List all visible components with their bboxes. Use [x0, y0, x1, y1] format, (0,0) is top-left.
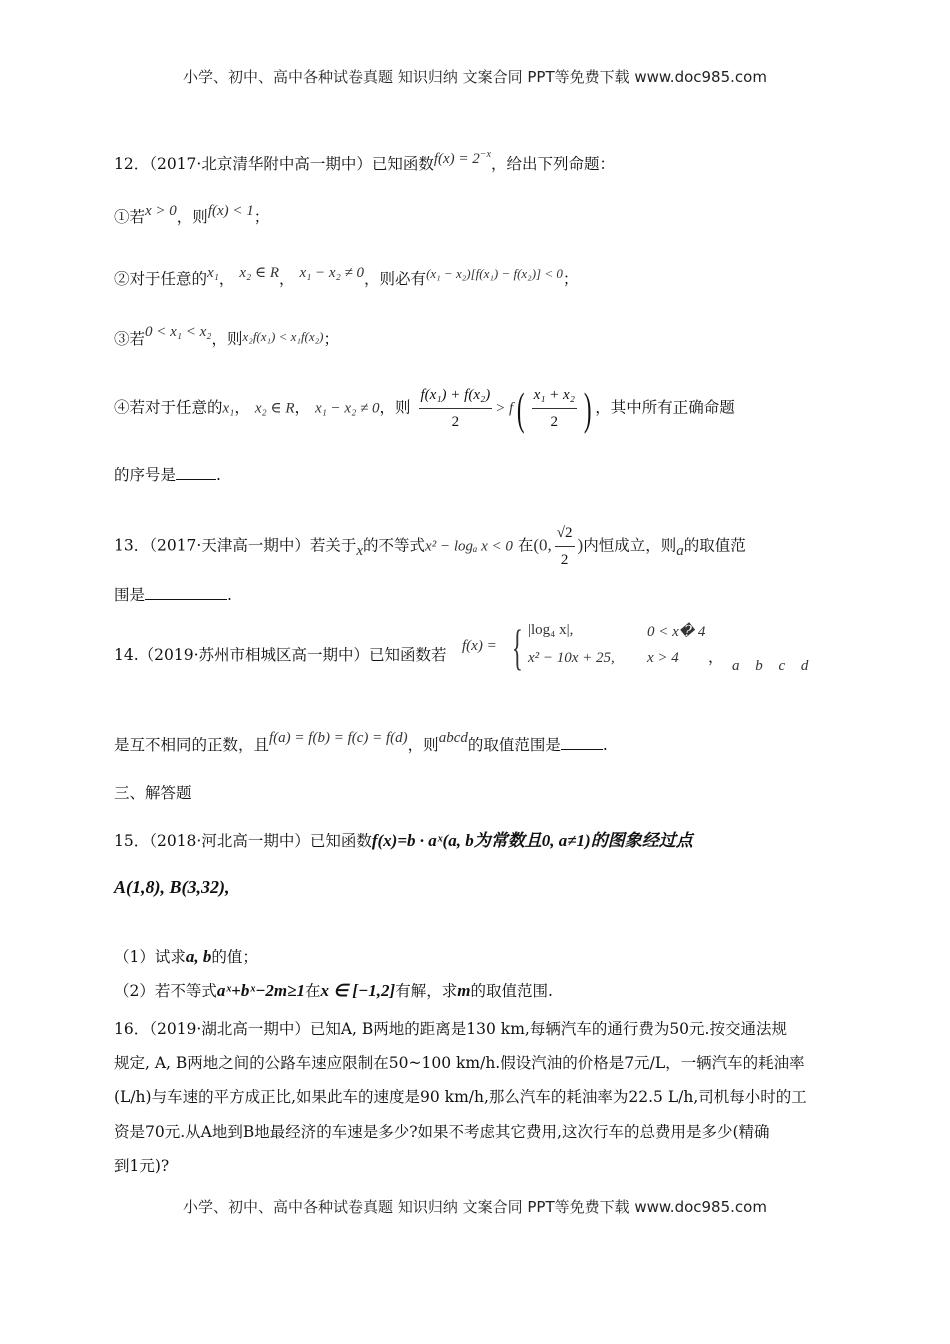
q14-line2: 是互不相同的正数，且f(a) = f(b) = f(c) = f(d)，则abcd的取值范围是 . — [114, 730, 608, 754]
q12-proposition-2: ②对于任意的x₁， x₂ ∈ R， x₁ − x₂ ≠ 0，则必有$^{(x_1 - x_2)[f(x_1) - f(x_2)] < 0}$； — [114, 265, 579, 288]
q16-line2: 规定, A, B两地之间的公路车速应限制在50~100 km/h.假设汽油的价格是7元/L，一辆汽车的耗油率 — [114, 1054, 805, 1072]
q12-ending: 的序号是 . — [114, 466, 221, 484]
q13-stem: 13．（2017·天津高一期中）若关于x的不等式x² − logₐ x < 0 在(0, $\frac{√2}{2}$ )内恒成立，则a的取值范 — [114, 522, 746, 571]
q15-part1: （1）试求a, b的值； — [114, 947, 258, 966]
q12-proposition-3: ③若0 < x₁ < x₂，则x₂f(x₁) < x₁f(x₂)； — [114, 324, 340, 348]
q12-p4-lhs-fraction: $\frac{\text{f(x₁) + f(x₂)}}{2}$ — [420, 387, 491, 430]
q14-piecewise: f(x) = { |log₄ x|, 0 < x� 4 x² − 10x + 25, x > 4 — [462, 619, 706, 675]
q14-answer-blank[interactable] — [561, 735, 603, 750]
q15-stem: 15．（2018·河北高一期中）已知函数f(x)=b · aˣ(a, b为常数且0, a≠1)的图象经过点 — [114, 831, 693, 850]
q15-part2: （2）若不等式aˣ+bˣ−2m≥1在x ∈ [−1,2]有解，求m的取值范围. — [114, 981, 553, 1000]
q12-proposition-4: ④若对于任意的x₁， x₂ ∈ R， x₁ − x₂ ≠ 0，则 $\frac{\text{f(x₁) + f(x₂)}}{2}$ > f( $\frac{\text{x₁ + x₂}}{2}$ ) ，其中所有正确命题 — [114, 382, 735, 434]
q12-p4-rhs-fraction: $\frac{\text{x₁ + x₂}}{2}$ — [533, 387, 575, 430]
q13-sqrt-fraction: $\frac{√2}{2}$ — [556, 525, 573, 568]
q12-stem: 12．（2017·北京清华附中高一期中）已知函数$f(x) = 2^{-x}$，给出下列命题： — [114, 149, 615, 173]
q14-stem: 14.（2019·苏州市相城区高一期中）已知函数若 — [114, 646, 447, 664]
page-footer: 小学、初中、高中各种试卷真题 知识归纳 文案合同 PPT等免费下载 www.doc985.com — [183, 1198, 767, 1216]
q16-line4: 资是70元.从A地到B地最经济的车速是多少?如果不考虑其它费用,这次行车的总费用是多少(精确 — [114, 1123, 770, 1141]
document-page: 小学、初中、高中各种试卷真题 知识归纳 文案合同 PPT等免费下载 www.doc985.com 12．（2017·北京清华附中高一期中）已知函数$f(x) = 2^{-x}$，给出下列命题： ①若x > 0，则f(x) < 1； ②对于任意的x₁， x₂ ∈ R， x₁ − x₂ ≠ 0，则必有$^{(x_1 - x_2)[f(x_1) - f(x_2)] < 0}$； ③若0 < x₁ < x₂，则x₂f(x₁) < x₁f(x₂)； ④若对于任意的x₁， x₂ ∈ R， x₁ − x₂ ≠ 0，则 $\frac{\text{f(x₁) + f(x₂)}}{2}$ > f( $\frac{\text{x₁ + x₂}}{2}$ ) ，其中所有正确命题 的序号是 . 13．（2017·天津高一期中）若关于x的不等式x² − logₐ x < 0 在(0, $\frac{√2}{2}$ )内恒成立，则a的取值范 围是 . 14.（2019·苏州市相城区高一期中）已知函数若 f(x) = { |log₄ x|, 0 < x� 4 x² − 10x + 25, x > 4 ， a b c d 是互不相同的正数，且f(a) = f(b) = f(c) = f(d)，则abcd的取值范围是 . 三、解答题 15．（2018·河北高一期中）已知函数f(x)=b · aˣ(a, b为常数且0, a≠1)的图象经过点 A(1,8), B(3,32), （1）试求a, b的值； （2）若不等式aˣ+bˣ−2m≥1在x ∈ [−1,2]有解，求m的取值范围. 16．（2019·湖北高一期中）已知A, B两地的距离是130 km,每辆汽车的通行费为50元.按交通法规 规定, A, B两地之间的公路车速应限制在50~100 km/h.假设汽油的价格是7元/L，一辆汽车的耗油率 (L/h)与车速的平方成正比,如果此车的速度是90 km/h,那么汽车的耗油率为22.5 L/h,司机每小时的工 资是70元.从A地到B地最经济的车速是多少?如果不考虑其它费用,这次行车的总费用是多少(精确 到1元)? 小学、初中、高中各种试卷真题 知识归纳 文案合同 PPT等免费下载 www.doc985.com — [0, 0, 950, 1344]
section-title: 三、解答题 — [114, 784, 192, 802]
q16-line5: 到1元)? — [114, 1157, 170, 1175]
q16-line3: (L/h)与车速的平方成正比,如果此车的速度是90 km/h,那么汽车的耗油率为22.5 L/h,司机每小时的工 — [114, 1088, 807, 1106]
q13-answer-blank[interactable] — [145, 585, 227, 600]
q14-variables: a b c d — [732, 658, 815, 674]
page-header: 小学、初中、高中各种试卷真题 知识归纳 文案合同 PPT等免费下载 www.doc985.com — [183, 68, 767, 86]
q12-answer-blank[interactable] — [176, 465, 216, 480]
q13-ending: 围是 . — [114, 586, 232, 604]
q16-line1: 16．（2019·湖北高一期中）已知A, B两地的距离是130 km,每辆汽车的通行费为50元.按交通法规 — [114, 1020, 787, 1038]
q12-proposition-1: ①若x > 0，则f(x) < 1； — [114, 203, 270, 226]
q12-function: $f(x) = 2^{-x}$ — [433, 149, 491, 167]
q15-points: A(1,8), B(3,32), — [114, 877, 230, 897]
